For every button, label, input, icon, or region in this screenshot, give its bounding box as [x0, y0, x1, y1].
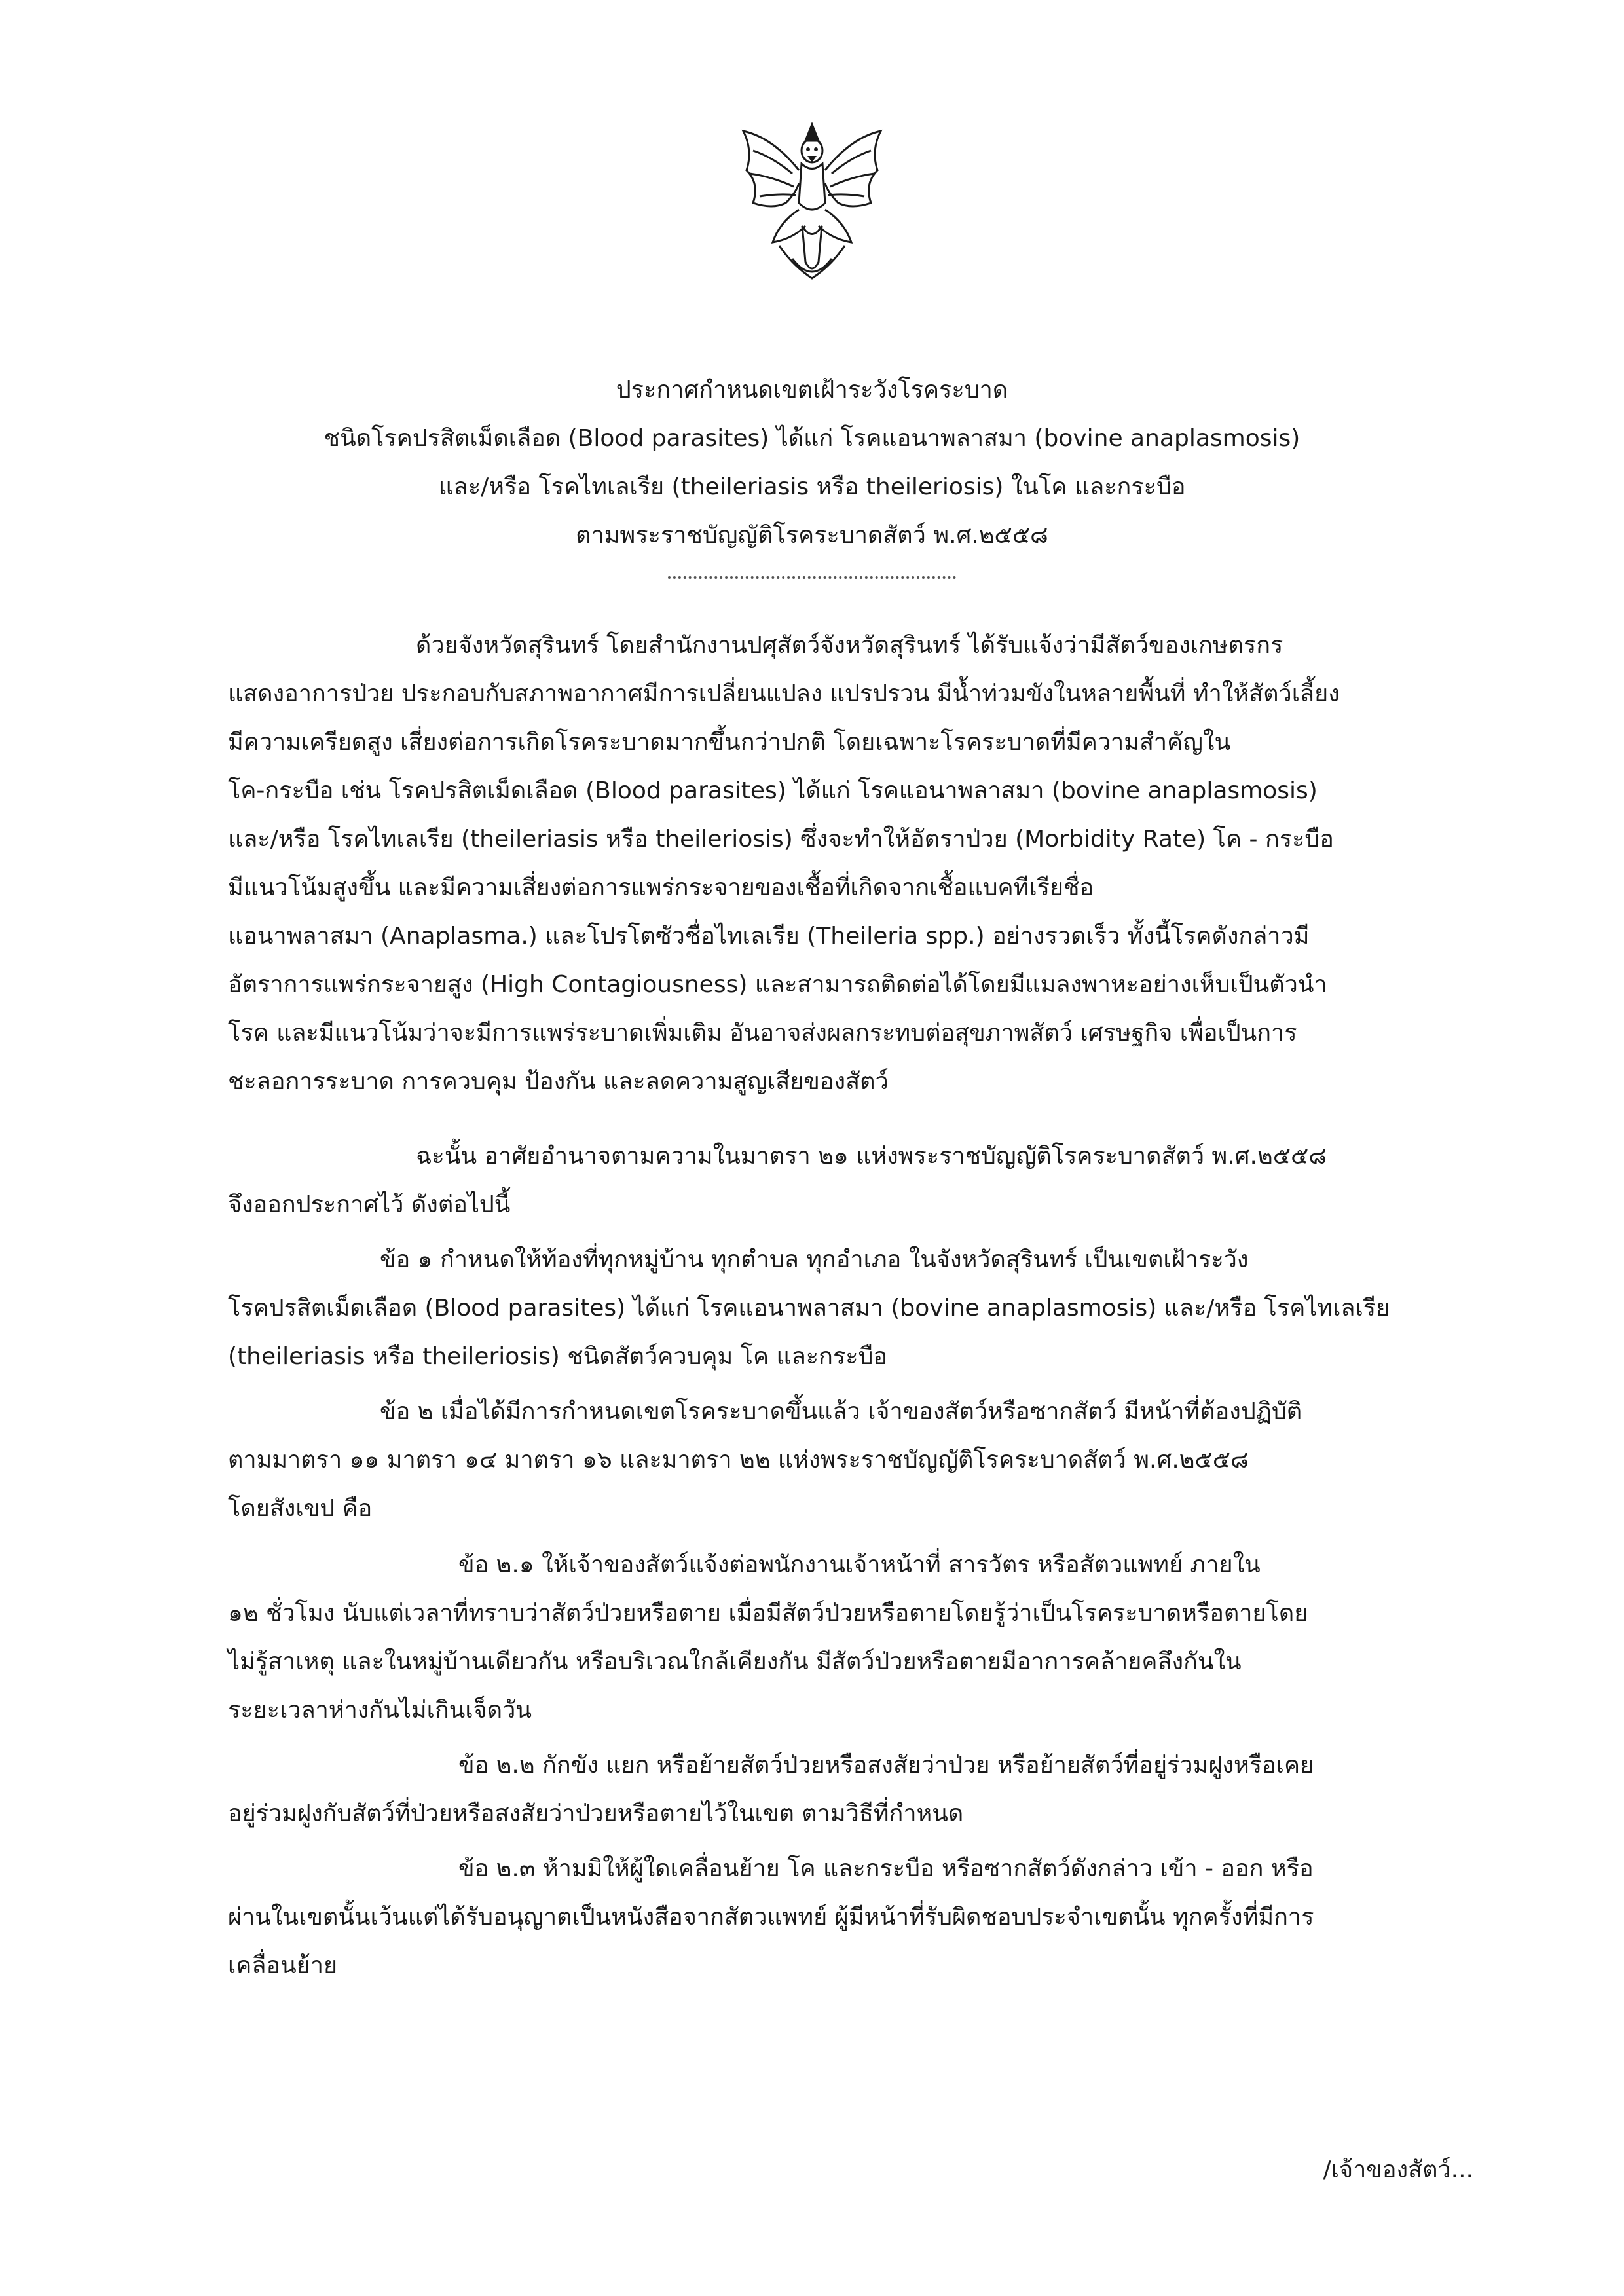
body-line: (theileriasis หรือ theileriosis) ชนิดสัตว์ควบคุม โค และกระบือ — [228, 1343, 888, 1370]
body-line: แสดงอาการป่วย ประกอบกับสภาพอากาศมีการเปลี่ยนแปลง แปรปรวน มีน้ำท่วมขังในหลายพื้นที่ ทำให้สัตว์เลี้ยง — [228, 680, 1340, 707]
body-line: อัตราการแพร่กระจายสูง (High Contagiousness) และสามารถติดต่อได้โดยมีแมลงพาหะอย่างเห็บเป็นตัวนำ — [228, 971, 1327, 998]
body-line: ฉะนั้น อาศัยอำนาจตามความในมาตรา ๒๑ แห่งพระราชบัญญัติโรคระบาดสัตว์ พ.ศ.๒๕๕๘ — [416, 1143, 1327, 1170]
body-line: ด้วยจังหวัดสุรินทร์ โดยสำนักงานปศุสัตว์จังหวัดสุรินทร์ ได้รับแจ้งว่ามีสัตว์ของเกษตรกร — [416, 632, 1283, 659]
body-line: ข้อ ๑ กำหนดให้ท้องที่ทุกหมู่บ้าน ทุกตำบล ทุกอำเภอ ในจังหวัดสุรินทร์ เป็นเขตเฝ้าระวัง — [380, 1246, 1249, 1273]
body-line: ผ่านในเขตนั้นเว้นแต่ได้รับอนุญาตเป็นหนังสือจากสัตวแพทย์ ผู้มีหน้าที่รับผิดชอบประจำเขตนั้น ทุกครั้งที่มีการ — [228, 1904, 1314, 1931]
body-line: จึงออกประกาศไว้ ดังต่อไปนี้ — [228, 1191, 511, 1218]
dotted-separator — [668, 576, 956, 579]
body-line: โดยสังเขป คือ — [228, 1495, 373, 1522]
body-line: แอนาพลาสมา (Anaplasma.) และโปรโตซัวชื่อไทเลเรีย (Theileria spp.) อย่างรวดเร็ว ทั้งนี้โรคดังกล่าวมี — [228, 923, 1310, 950]
body-line: ข้อ ๒.๒ กักขัง แยก หรือย้ายสัตว์ป่วยหรือสงสัยว่าป่วย หรือย้ายสัตว์ที่อยู่ร่วมฝูงหรือเคย — [458, 1752, 1314, 1779]
body-line: อยู่ร่วมฝูงกับสัตว์ที่ป่วยหรือสงสัยว่าป่วยหรือตายไว้ในเขต ตามวิธีที่กำหนด — [228, 1800, 964, 1827]
body-line: มีแนวโน้มสูงขึ้น และมีความเสี่ยงต่อการแพร่กระจายของเชื้อที่เกิดจากเชื้อแบคทีเรียชื่อ — [228, 874, 1094, 901]
body-line: ข้อ ๒ เมื่อได้มีการกำหนดเขตโรคระบาดขึ้นแล้ว เจ้าของสัตว์หรือซากสัตว์ มีหน้าที่ต้องปฏิบัติ — [380, 1398, 1302, 1425]
body-line: ระยะเวลาห่างกันไม่เกินเจ็ดวัน — [228, 1697, 532, 1724]
continuation-marker: /เจ้าของสัตว์... — [1323, 2157, 1473, 2183]
body-line: ข้อ ๒.๓ ห้ามมิให้ผู้ใดเคลื่อนย้าย โค และกระบือ หรือซากสัตว์ดังกล่าว เข้า - ออก หรือ — [458, 1855, 1314, 1882]
body-line: โรค และมีแนวโน้มว่าจะมีการแพร่ระบาดเพิ่มเติม อันอาจส่งผลกระทบต่อสุขภาพสัตว์ เศรษฐกิจ เพื่อเป็นการ — [228, 1020, 1297, 1046]
title-line: ชนิดโรคปรสิตเม็ดเลือด (Blood parasites) ได้แก่ โรคแอนาพลาสมา (bovine anaplasmosis) — [323, 425, 1301, 452]
garuda-emblem — [733, 111, 891, 288]
title-line: และ/หรือ โรคไทเลเรีย (theileriasis หรือ theileriosis) ในโค และกระบือ — [438, 473, 1186, 500]
body-line: มีความเครียดสูง เสี่ยงต่อการเกิดโรคระบาดมากขึ้นกว่าปกติ โดยเฉพาะโรคระบาดที่มีความสำคัญใน — [228, 729, 1231, 756]
body-line: ข้อ ๒.๑ ให้เจ้าของสัตว์แจ้งต่อพนักงานเจ้าหน้าที่ สารวัตร หรือสัตวแพทย์ ภายใน — [458, 1551, 1261, 1578]
body-line: และ/หรือ โรคไทเลเรีย (theileriasis หรือ theileriosis) ซึ่งจะทำให้อัตราป่วย (Morbidity Rate) โค - กระบือ — [228, 826, 1334, 853]
body-line: เคลื่อนย้าย — [228, 1952, 338, 1979]
title-line: ประกาศกำหนดเขตเฝ้าระวังโรคระบาด — [616, 377, 1008, 403]
body-line: ไม่รู้สาเหตุ และในหมู่บ้านเดียวกัน หรือบริเวณใกล้เคียงกัน มีสัตว์ป่วยหรือตายมีอาการคล้ายคลึงกันใน — [228, 1648, 1242, 1675]
body-line: โค-กระบือ เช่น โรคปรสิตเม็ดเลือด (Blood parasites) ได้แก่ โรคแอนาพลาสมา (bovine anaplasmosis) — [228, 777, 1318, 804]
body-line: ตามมาตรา ๑๑ มาตรา ๑๔ มาตรา ๑๖ และมาตรา ๒๒ แห่งพระราชบัญญัติโรคระบาดสัตว์ พ.ศ.๒๕๕๘ — [228, 1447, 1249, 1473]
title-line: ตามพระราชบัญญัติโรคระบาดสัตว์ พ.ศ.๒๕๕๘ — [576, 522, 1048, 549]
body-line: โรคปรสิตเม็ดเลือด (Blood parasites) ได้แก่ โรคแอนาพลาสมา (bovine anaplasmosis) และ/หรือ โรคไทเลเรีย — [228, 1295, 1390, 1322]
body-line: ชะลอการระบาด การควบคุม ป้องกัน และลดความสูญเสียของสัตว์ — [228, 1068, 889, 1095]
body-line: ๑๒ ชั่วโมง นับแต่เวลาที่ทราบว่าสัตว์ป่วยหรือตาย เมื่อมีสัตว์ป่วยหรือตายโดยรู้ว่าเป็นโรคระบาดหรือตายโดย — [228, 1600, 1308, 1627]
